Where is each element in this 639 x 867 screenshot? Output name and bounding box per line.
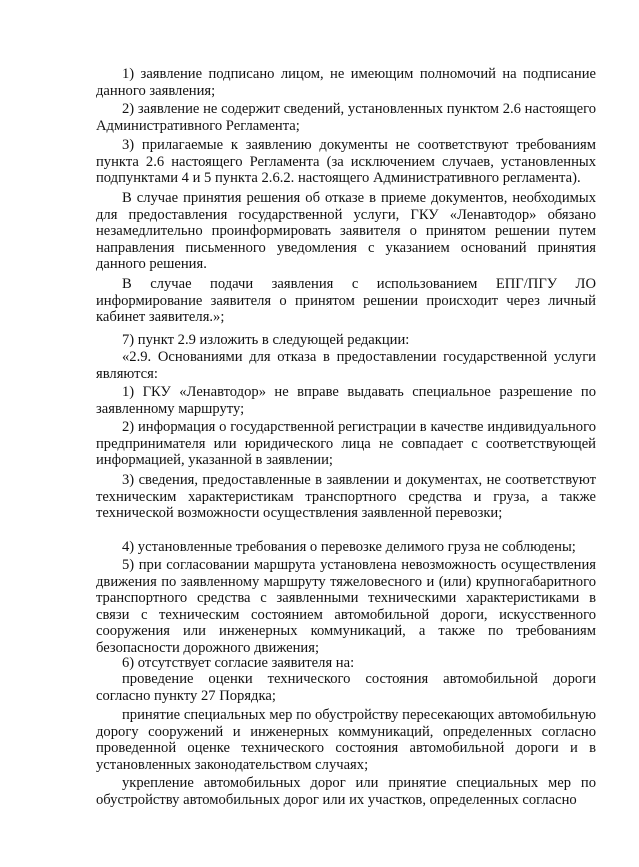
paragraph-6: 7) пункт 2.9 изложить в следующей редакции: bbox=[122, 332, 410, 348]
paragraph-13: 6) отсутствует согласие заявителя на: bbox=[122, 655, 355, 671]
paragraph-9: 2) информация о государственной регистрации в качестве индивидуального предпринимателя или юридического лица не совпадает с соответствующей информацией, указанной в заявлении; bbox=[96, 419, 596, 469]
paragraph-1: 1) заявление подписано лицом, не имеющим полномочий на подписание данного заявления; bbox=[96, 66, 596, 99]
paragraph-11: 4) установленные требования о перевозке делимого груза не соблюдены; bbox=[122, 539, 576, 555]
paragraph-16: укрепление автомобильных дорог или принятие специальных мер по обустройству автомобильных дорог или их участков, определенных согласно bbox=[96, 775, 596, 808]
paragraph-3: 3) прилагаемые к заявлению документы не соответствуют требованиям пункта 2.6 настоящего Регламента (за исключением случаев, установленных подпунктами 4 и 5 пункта 2.6.2. настоящего Административного регламента). bbox=[96, 137, 596, 187]
paragraph-4: В случае принятия решения об отказе в приеме документов, необходимых для предоставления государственной услуги, ГКУ «Ленавтодор» обязано незамедлительно проинформировать заявителя о принятом решении путем направления письменного уведомления с указанием оснований принятия данного решения. bbox=[96, 190, 596, 273]
paragraph-7: «2.9. Основаниями для отказа в предоставлении государственной услуги являются: bbox=[96, 349, 596, 382]
paragraph-8: 1) ГКУ «Ленавтодор» не вправе выдавать специальное разрешение по заявленному маршруту; bbox=[96, 384, 596, 417]
paragraph-2: 2) заявление не содержит сведений, установленных пунктом 2.6 настоящего Административного Регламента; bbox=[96, 101, 596, 134]
paragraph-14: проведение оценки технического состояния автомобильной дороги согласно пункту 27 Порядка; bbox=[96, 671, 596, 704]
paragraph-15: принятие специальных мер по обустройству пересекающих автомобильную дорогу сооружений и инженерных коммуникаций, определенных согласно проведенной оценке технического состояния автомобильной дороги и в установленных законодательством случаях; bbox=[96, 707, 596, 773]
paragraph-12: 5) при согласовании маршрута установлена невозможность осуществления движения по заявленному маршруту тяжеловесного и (или) крупногабаритного транспортного средства с заявленными техническими характеристиками в связи с техническим состоянием автомобильной дороги, искусственного сооружения или инженерных коммуникаций, а также по требованиям безопасности дорожного движения; bbox=[96, 557, 596, 656]
paragraph-5: В случае подачи заявления с использованием ЕПГ/ПГУ ЛО информирование заявителя о принятом решении происходит через личный кабинет заявителя.»; bbox=[96, 276, 596, 326]
paragraph-10: 3) сведения, предоставленные в заявлении и документах, не соответствуют техническим характеристикам транспортного средства и груза, а также технической возможности осуществления заявленной перевозки; bbox=[96, 472, 596, 522]
